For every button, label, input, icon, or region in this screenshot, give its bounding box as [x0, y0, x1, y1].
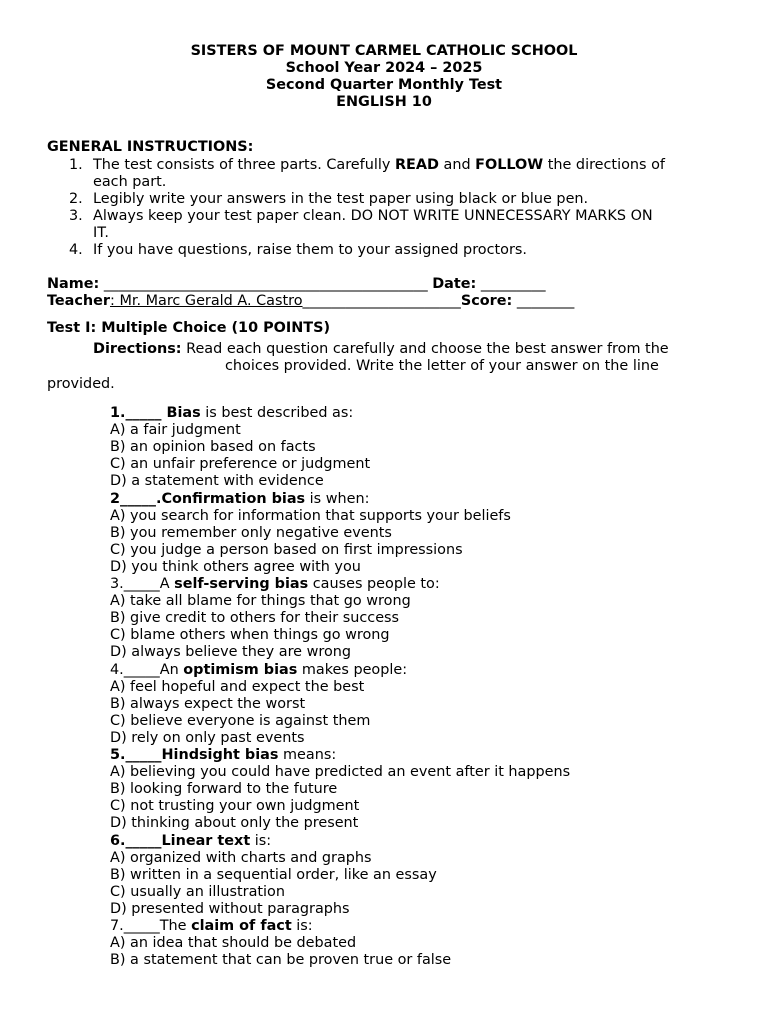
school-name: SISTERS OF MOUNT CARMEL CATHOLIC SCHOOL	[190, 43, 578, 59]
answer-option: A) organized with charts and graphs	[110, 849, 372, 866]
name-blank[interactable]: _____________________________________________	[103, 276, 428, 292]
question-text: The	[159, 918, 192, 934]
answer-option: B) a statement that can be proven true or false	[110, 952, 452, 969]
question-term: Linear text	[161, 832, 251, 849]
question-text: A	[159, 576, 175, 592]
answer-option: B) you remember only negative events	[110, 524, 392, 541]
score-label: Score:	[460, 293, 513, 309]
school-year: School Year 2024 – 2025	[285, 60, 483, 76]
answer-option: D) thinking about only the present	[110, 815, 359, 832]
instruction-text: Always keep your test paper clean. DO NOT WRITE UNNECESSARY MARKS ON	[93, 208, 653, 224]
question-text: is best described as:	[200, 405, 354, 421]
test1-title-text: Test I: Multiple Choice (10 POINTS)	[47, 320, 331, 336]
score-blank[interactable]: ________	[516, 293, 575, 309]
answer-blank[interactable]: _____	[123, 576, 160, 592]
question-text: is:	[291, 918, 313, 934]
question-text: makes people:	[297, 661, 408, 678]
answer-option: B) an opinion based on facts	[110, 439, 316, 456]
question-term: Hindsight bias	[161, 747, 279, 763]
answer-option: B) give credit to others for their success	[110, 610, 400, 627]
question-stem	[110, 747, 336, 764]
question-number: 1.	[110, 405, 126, 421]
answer-option: D) presented without paragraphs	[110, 900, 350, 917]
question-stem	[110, 405, 353, 422]
question-stem	[110, 918, 313, 935]
question-term: Bias	[166, 405, 201, 421]
question-number: 5.	[110, 747, 126, 763]
question-stem	[110, 491, 369, 508]
instruction-number: 4.	[69, 242, 83, 258]
directions-label: Directions:	[93, 341, 182, 357]
answer-option: C) not trusting your own judgment	[110, 798, 360, 815]
test1-directions-line2: choices provided. Write the letter of your answer on the line	[225, 358, 659, 374]
question-number: 6.	[110, 832, 126, 849]
test1-title	[47, 320, 330, 337]
instruction-text: Legibly write your answers in the test paper using black or blue pen.	[93, 191, 589, 207]
teacher-label: Teacher	[47, 293, 111, 309]
question-number: 7.	[110, 918, 124, 934]
question-term: self-serving bias	[174, 576, 309, 592]
answer-blank[interactable]: _____	[123, 661, 160, 678]
name-field-row	[47, 276, 546, 293]
question-stem	[110, 833, 271, 850]
question-text: is when:	[305, 490, 370, 507]
instruction-text-part: the directions of	[543, 157, 665, 173]
instruction-number: 1.	[69, 157, 83, 173]
question-term: .Confirmation bias	[156, 490, 306, 507]
answer-option: B) always expect the worst	[110, 695, 306, 712]
instruction-emphasis: FOLLOW	[475, 157, 544, 173]
answer-option: D) you think others agree with you	[110, 558, 361, 575]
question-text: is:	[250, 832, 272, 849]
answer-option: C) usually an illustration	[110, 883, 285, 900]
document-header	[0, 43, 768, 111]
answer-blank[interactable]: _____	[125, 747, 162, 763]
instruction-text-part: The test consists of three parts. Carefully	[93, 157, 395, 173]
test1-directions-line3: provided.	[47, 376, 115, 392]
answer-option: D) rely on only past events	[110, 729, 305, 746]
question-text: means:	[278, 747, 337, 763]
instruction-text	[93, 157, 665, 174]
teacher-trailing-blank: ______________________	[302, 293, 461, 309]
answer-option: C) believe everyone is against them	[110, 712, 371, 729]
directions-text: Read each question carefully and choose the best answer from the	[181, 341, 669, 357]
question-stem	[110, 662, 407, 679]
instruction-text-continued: IT.	[93, 225, 109, 241]
answer-blank[interactable]: _____	[125, 405, 167, 421]
answer-option: A) you search for information that supports your beliefs	[110, 507, 511, 524]
answer-option: C) you judge a person based on first impressions	[110, 541, 463, 558]
answer-option: A) a fair judgment	[110, 422, 241, 439]
instructions-title	[47, 139, 253, 156]
teacher-value: : Mr. Marc Gerald A. Castro	[110, 293, 303, 309]
question-number: 4.	[110, 661, 124, 678]
instruction-number: 3.	[69, 208, 83, 224]
instruction-text: If you have questions, raise them to your assigned proctors.	[93, 242, 527, 258]
answer-blank[interactable]: _____	[120, 490, 156, 507]
answer-option: B) looking forward to the future	[110, 781, 338, 798]
instruction-text-continued: each part.	[93, 174, 167, 190]
question-term: claim of fact	[191, 918, 292, 934]
question-term: optimism bias	[183, 661, 298, 678]
date-label: Date:	[432, 276, 477, 292]
answer-blank[interactable]: _____	[125, 832, 162, 849]
answer-option: A) feel hopeful and expect the best	[110, 678, 365, 695]
teacher-field-row	[47, 293, 574, 310]
subject-name: ENGLISH 10	[336, 94, 432, 110]
answer-option: C) blame others when things go wrong	[110, 627, 390, 644]
test1-directions	[93, 341, 669, 358]
answer-blank[interactable]: _____	[123, 918, 160, 934]
instructions-title-text: GENERAL INSTRUCTIONS:	[47, 139, 254, 155]
instruction-number: 2.	[69, 191, 83, 207]
date-blank[interactable]: _________	[480, 276, 546, 292]
answer-option: B) written in a sequential order, like an essay	[110, 866, 437, 883]
question-number: 3.	[110, 576, 124, 592]
question-number: 2	[110, 490, 121, 507]
question-text: An	[159, 661, 184, 678]
question-text: causes people to:	[308, 576, 440, 592]
instruction-emphasis: READ	[394, 157, 439, 173]
answer-option: A) an idea that should be debated	[110, 935, 357, 952]
answer-option: A) believing you could have predicted an event after it happens	[110, 764, 571, 781]
name-label: Name:	[47, 276, 100, 292]
instruction-text-part: and	[438, 157, 476, 173]
answer-option: A) take all blame for things that go wrong	[110, 593, 411, 610]
question-stem	[110, 576, 440, 593]
test-name: Second Quarter Monthly Test	[265, 77, 503, 93]
answer-option: D) a statement with evidence	[110, 473, 324, 490]
answer-option: C) an unfair preference or judgment	[110, 456, 371, 473]
answer-option: D) always believe they are wrong	[110, 644, 352, 661]
